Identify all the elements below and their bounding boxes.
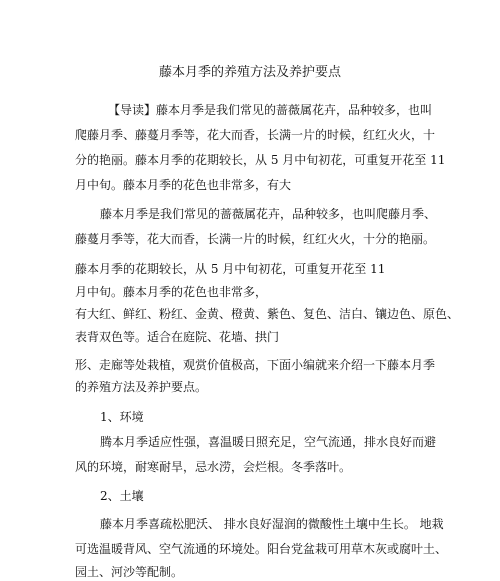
paragraph-line: 藤本月季喜疏松肥沃、 排水良好湿润的微酸性土壤中生长。 地栽 [100, 517, 444, 531]
paragraph-line: 园土、河沙等配制。 [75, 565, 184, 579]
paragraph-line: 分的艳丽。藤本月季的花期较长，从 5 月中旬初花，可重复开花至 11 [75, 153, 446, 167]
paragraph-line: 藤本月季的花期较长，从 5 月中旬初花，可重复开花至 11 [75, 262, 386, 276]
paragraph-line: 风的环境，耐寒耐旱，忌水涝，会烂根。冬季落叶。 [75, 460, 352, 474]
paragraph-line: 表背双色等。适合在庭院、花墙、拱门 [75, 330, 280, 344]
paragraph-line: 藤蔓月季等，花大而香，长满一片的时候，红红火火，十分的艳丽。 [75, 232, 436, 246]
paragraph-line: 腾本月季适应性强，喜温暖日照充足，空气流通，排水良好而避 [100, 435, 437, 449]
paragraph-line: 有大红、鲜红、粉红、金黄、橙黄、紫色、复色、洁白、镶边色、原色、 [75, 307, 460, 321]
paragraph-line: 形、走廊等处栽植，观赏价值极高，下面小编就来介绍一下藤本月季 [75, 358, 436, 372]
article-title: 藤本月季的养殖方法及养护要点 [158, 65, 341, 80]
section-heading-environment: 1、环境 [100, 410, 144, 424]
paragraph-line: 可选温暖背风、空气流通的环境处。阳台党盆栽可用草木灰或腐叶土、 [75, 542, 448, 556]
paragraph-line: 月中旬。藤本月季的花色也非常多， [75, 285, 268, 299]
paragraph-line: 藤本月季是我们常见的蔷薇属花卉，品种较多，也叫爬藤月季、 [100, 207, 437, 221]
section-heading-soil: 2、土壤 [100, 489, 144, 503]
paragraph-line: 【导读】藤本月季是我们常见的蔷薇属花卉，品种较多，也叫 [108, 103, 433, 117]
paragraph-line: 的养殖方法及养护要点。 [75, 380, 208, 394]
paragraph-line: 爬藤月季、藤蔓月季等，花大而香，长满一片的时候，红红火火，十 [75, 128, 436, 142]
paragraph-line: 月中旬。藤本月季的花色也非常多，有大 [75, 178, 292, 192]
